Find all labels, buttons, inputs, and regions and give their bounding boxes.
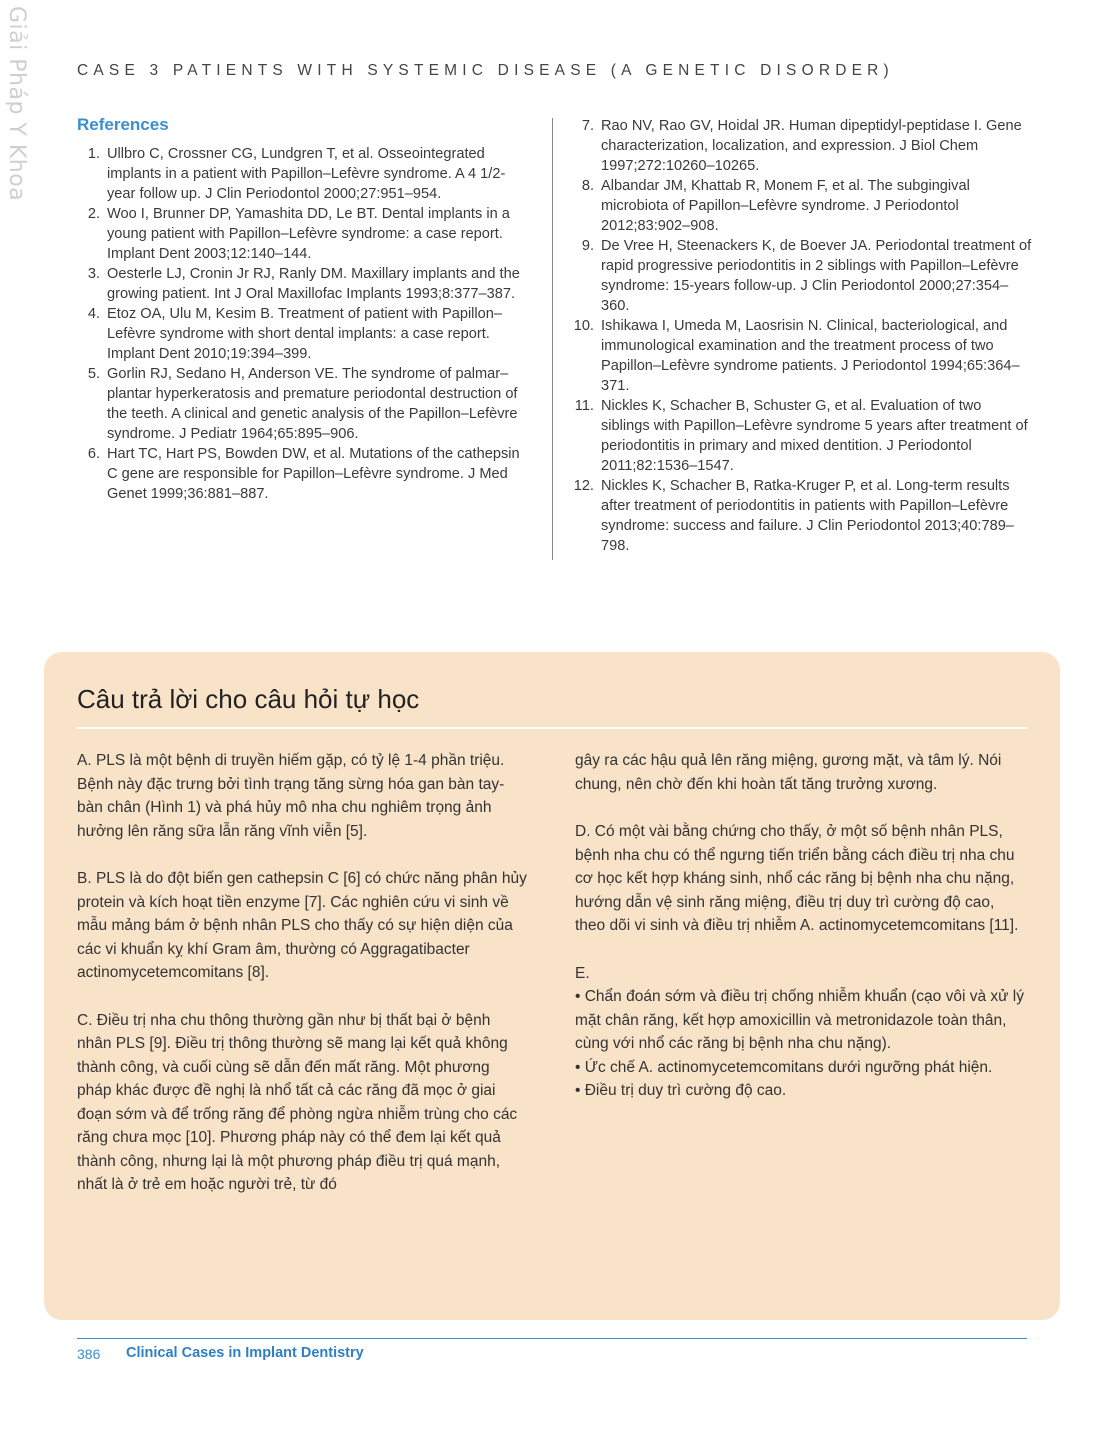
references-list-left bbox=[77, 144, 532, 504]
answer-e-label: E. bbox=[575, 964, 590, 982]
answer-c-continued: gây ra các hậu quả lên răng miệng, gương mặt, và tâm lý. Nói chung, nên chờ đến khi hoàn tất tăng trưởng xương. bbox=[575, 752, 1002, 793]
reference-text: Ishikawa I, Umeda M, Laosrisin N. Clinical, bacteriological, and immunological examination and the treatment process of two Papillon–Lefèvre syndrome patients. J Periodontol 1994;65:364–371. bbox=[601, 318, 1020, 394]
reference-number: 3. bbox=[87, 266, 100, 282]
reference-number: 5. bbox=[87, 366, 100, 382]
reference-number: 1. bbox=[87, 146, 100, 162]
reference-number: 7. bbox=[581, 118, 594, 134]
answer-box-title: Câu trả lời cho câu hỏi tự học bbox=[77, 684, 420, 714]
reference-text: Nickles K, Schacher B, Schuster G, et al. Evaluation of two siblings with Papillon–Lefèvre syndrome 5 years after treatment of periodontitis in primary and mixed dentition. J Periodontol 2011;82:1536–1547. bbox=[601, 398, 1028, 474]
reference-text: De Vree H, Steenackers K, de Boever JA. Periodontal treatment of rapid progressive periodontitis in 2 siblings with Papillon–Lefèvre syndrome: 15-years follow-up. J Clin Periodontol 2000;27:354–360. bbox=[601, 238, 1032, 314]
footer-rule bbox=[77, 1338, 1027, 1339]
references-heading: References bbox=[77, 115, 169, 134]
reference-number: 6. bbox=[87, 446, 100, 462]
column-divider bbox=[552, 118, 553, 560]
reference-number: 4. bbox=[87, 306, 100, 322]
reference-number: 10. bbox=[573, 318, 594, 334]
reference-text: Gorlin RJ, Sedano H, Anderson VE. The syndrome of palmar–plantar hyperkeratosis and premature periodontal destruction of the teeth. A clinical and genetic analysis of the Papillon–Lefèvre syndrome. J Pediatr 1964;65:895–906. bbox=[107, 366, 518, 442]
reference-text: Etoz OA, Ulu M, Kesim B. Treatment of patient with Papillon–Lefèvre syndrome with short dental implants: a case report. Implant Dent 2010;19:394–399. bbox=[107, 306, 503, 362]
answer-column-left bbox=[77, 749, 527, 1197]
answer-column-right bbox=[575, 749, 1027, 1103]
reference-text: Woo I, Brunner DP, Yamashita DD, Le BT. Dental implants in a young patient with Papillon–Lefèvre syndrome: a case report. Implant Dent 2003;12:140–144. bbox=[107, 206, 510, 262]
reference-number: 8. bbox=[581, 178, 594, 194]
reference-item bbox=[571, 476, 1033, 556]
reference-item bbox=[77, 264, 532, 304]
reference-number: 11. bbox=[574, 398, 594, 414]
reference-item bbox=[77, 364, 532, 444]
book-title: Clinical Cases in Implant Dentistry bbox=[126, 1345, 364, 1361]
answer-b: B. PLS là do đột biến gen cathepsin C [6] có chức năng phân hủy protein và kích hoạt tiền enzyme [7]. Các nghiên cứu vi sinh về mẫu mảng bám ở bệnh nhân PLS cho thấy có sự hiện diện của các vi khuẩn kỵ khí Gram âm, thường có Aggragatibacter actinomycetemcomitans [8]. bbox=[77, 870, 527, 981]
reference-text: Hart TC, Hart PS, Bowden DW, et al. Mutations of the cathepsin C gene are responsible for Papillon–Lefèvre syndrome. J Med Genet 1999;36:881–887. bbox=[107, 446, 520, 502]
reference-text: Nickles K, Schacher B, Ratka-Kruger P, et al. Long-term results after treatment of periodontitis in patients with Papillon–Lefèvre syndrome: success and failure. J Clin Periodontol 2013;40:789–798. bbox=[601, 478, 1014, 554]
reference-item bbox=[571, 116, 1033, 176]
reference-number: 9. bbox=[581, 238, 594, 254]
running-head: CASE 3 PATIENTS WITH SYSTEMIC DISEASE (A GENETIC DISORDER) bbox=[77, 62, 894, 79]
answer-e-bullet: • Điều trị duy trì cường độ cao. bbox=[575, 1082, 787, 1099]
reference-text: Rao NV, Rao GV, Hoidal JR. Human dipeptidyl-peptidase I. Gene characterization, localization, and expression. J Biol Chem 1997;272:10260–10265. bbox=[601, 118, 1022, 174]
reference-text: Albandar JM, Khattab R, Monem F, et al. The subgingival microbiota of Papillon–Lefèvre syndrome. J Periodontol 2012;83:902–908. bbox=[601, 178, 970, 234]
reference-text: Ullbro C, Crossner CG, Lundgren T, et al. Osseointegrated implants in a patient with Papillon–Lefèvre syndrome. A 4 1/2-year follow up. J Clin Periodontol 2000;27:951–954. bbox=[107, 146, 506, 202]
title-rule bbox=[77, 727, 1027, 729]
answer-e-bullet: • Ức chế A. actinomycetemcomitans dưới ngưỡng phát hiện. bbox=[575, 1058, 993, 1076]
watermark: Giải Pháp Y Khoa bbox=[4, 6, 29, 202]
reference-item bbox=[571, 176, 1033, 236]
reference-item bbox=[571, 396, 1033, 476]
page-number: 386 bbox=[77, 1346, 101, 1362]
reference-number: 2. bbox=[87, 206, 100, 222]
reference-number: 12. bbox=[573, 478, 594, 494]
reference-item bbox=[571, 236, 1033, 316]
answer-a: A. PLS là một bệnh di truyền hiếm gặp, có tỷ lệ 1-4 phần triệu. Bệnh này đặc trưng bởi tình trạng tăng sừng hóa gan bàn tay-bàn chân (Hình 1) và phá hủy mô nha chu nghiêm trọng ảnh hưởng lên răng sữa lẫn răng vĩnh viễn [5]. bbox=[77, 752, 505, 840]
answer-c: C. Điều trị nha chu thông thường gần như bị thất bại ở bệnh nhân PLS [9]. Điều trị thông thường sẽ mang lại kết quả không thành công, và cuối cùng sẽ dẫn đến mất răng. Một phương pháp khác được đề nghị là nhổ tất cả các răng đã mọc ở giai đoạn sớm và để trống răng để phòng ngừa nhiễm trùng cho các răng chưa mọc [10]. Phương pháp này có thể đem lại kết quả thành công, nhưng lại là một phương pháp điều trị quá mạnh, nhất là ở trẻ em hoặc người trẻ, từ đó bbox=[77, 1011, 518, 1193]
reference-item bbox=[77, 304, 532, 364]
answer-d: D. Có một vài bằng chứng cho thấy, ở một số bệnh nhân PLS, bệnh nha chu có thể ngưng tiến triển bằng cách điều trị nha chu cơ học kết hợp kháng sinh, nhổ các răng bị bệnh nha chu nặng, hướng dẫn vệ sinh răng miệng, điều trị duy trì cường độ cao, theo dõi vi sinh và điều trị nhiễm A. actinomycetemcomitans [11]. bbox=[575, 823, 1019, 934]
reference-item bbox=[77, 204, 532, 264]
reference-item bbox=[77, 144, 532, 204]
reference-text: Oesterle LJ, Cronin Jr RJ, Ranly DM. Maxillary implants and the growing patient. Int J Oral Maxillofac Implants 1993;8:377–387. bbox=[107, 266, 520, 302]
reference-item bbox=[77, 444, 532, 504]
answer-e-bullet: • Chẩn đoán sớm và điều trị chống nhiễm khuẩn (cạo vôi và xử lý mặt chân răng, kết hợp amoxicillin và metronidazole toàn thân, cùng với nhổ các răng bị bệnh nha chu nặng). bbox=[575, 988, 1025, 1052]
references-list-right bbox=[571, 116, 1033, 556]
reference-item bbox=[571, 316, 1033, 396]
